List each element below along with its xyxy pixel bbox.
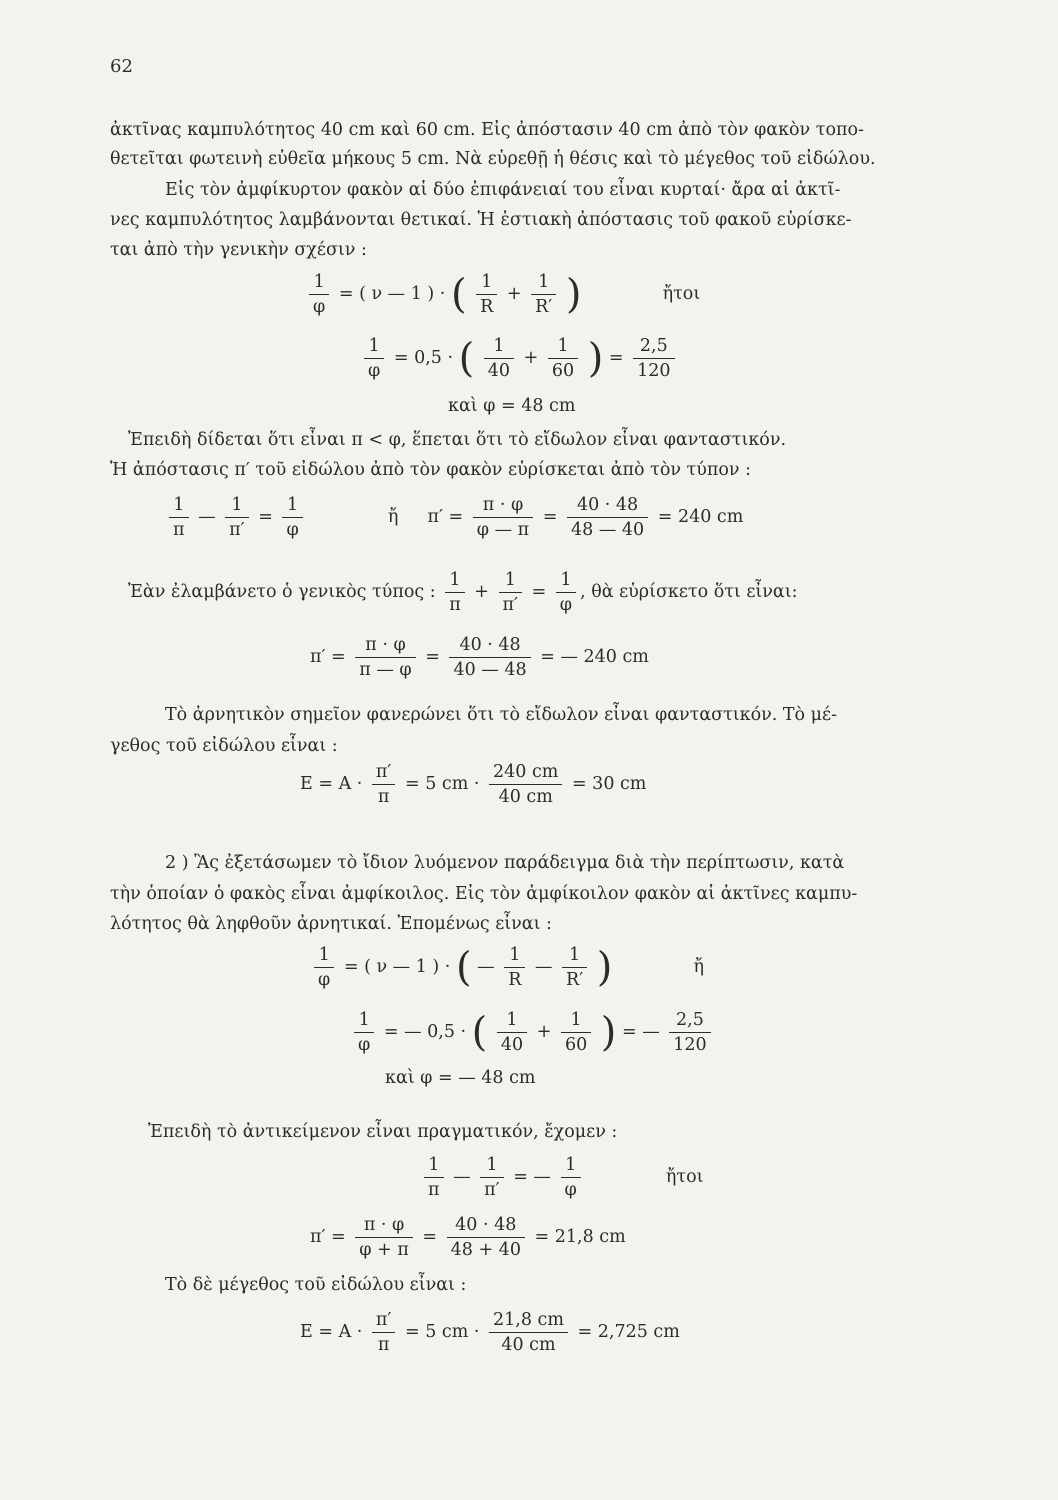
- text-line: λότητος θὰ ληφθοῦν ἀρνητικαί. Ἐπομένως εἶναι :: [110, 914, 552, 934]
- equation-image-size: E = A · $\frac{\pi'}{\pi}$ = 5 cm · $\frac{240 cm}{40 cm}$ = 30 cm: [300, 762, 647, 807]
- equation-general-form: Ἐὰν ἐλαμβάνετο ὁ γενικὸς τύπος : $\frac{1}{\pi}$ + $\frac{1}{\pi'}$ = $\frac{1}{\varphi}$ , θὰ εὑρίσκετο ὅτι εἶναι:: [128, 570, 798, 615]
- text-line: Τὸ δὲ μέγεθος τοῦ εἰδώλου εἶναι :: [165, 1275, 467, 1295]
- text-line: Ἡ ἀπόστασις π′ τοῦ εἰδώλου ἀπὸ τὸν φακὸν εὑρίσκεται ἀπὸ τὸν τύπον :: [110, 460, 752, 480]
- equation-image-distance-negative: π′ = $\frac{\pi \cdot \varphi}{\pi — \varphi}$ = $\frac{40 \cdot 48}{40 — 48}$ = — 240 cm: [310, 635, 649, 680]
- equation-image-size-concave: E = A · $\frac{\pi'}{\pi}$ = 5 cm · $\frac{21,8 cm}{40 cm}$ = 2,725 cm: [300, 1310, 680, 1355]
- text-line: ται ἀπὸ τὴν γενικὴν σχέσιν :: [110, 240, 367, 260]
- equation-focal-value-concave: $\frac{1}{\varphi}$ = — 0,5 · ( $\frac{1}{40}$ + $\frac{1}{60}$ ) = — $\frac{2,5}{120}$: [350, 1010, 715, 1055]
- equation-focal-value: $\frac{1}{\varphi}$ = 0,5 · ( $\frac{1}{40}$ + $\frac{1}{60}$ ) = $\frac{2,5}{120}$: [360, 336, 679, 381]
- text-line: Ἐπειδὴ δίδεται ὅτι εἶναι π < φ, ἕπεται ὅτι τὸ εἴδωλον εἶναι φανταστικόν.: [128, 430, 787, 450]
- equation-image-distance-concave-result: π′ = $\frac{\pi \cdot \varphi}{\varphi + \pi}$ = $\frac{40 \cdot 48}{48 + 40}$ = 21,8 cm: [310, 1215, 626, 1260]
- text-line: γεθος τοῦ εἰδώλου εἶναι :: [110, 736, 338, 756]
- text-line: θετεῖται φωτεινὴ εὐθεῖα μήκους 5 cm. Νὰ εὑρεθῇ ἡ θέσις καὶ τὸ μέγεθος τοῦ εἰδώλου.: [110, 149, 876, 169]
- equation-lens-maker-concave: $\frac{1}{\varphi}$ = ( ν — 1 ) · ( — $\frac{1}{R}$ — $\frac{1}{R'}$ ) ἤ: [310, 945, 704, 990]
- text-line: Εἰς τὸν ἀμφίκυρτον φακὸν αἱ δύο ἐπιφάνειαί του εἶναι κυρταί· ἄρα αἱ ἀκτῖ-: [165, 180, 841, 200]
- page-number: 62: [110, 56, 133, 77]
- equation-image-distance-concave: $\frac{1}{\pi}$ — $\frac{1}{\pi'}$ = — $\frac{1}{\varphi}$ ἤτοι: [420, 1155, 704, 1200]
- equation-image-distance: $\frac{1}{\pi}$ — $\frac{1}{\pi'}$ = $\frac{1}{\varphi}$ ἤ π′ = $\frac{\pi \cdot \varphi}{\varphi — \pi}$ = $\frac{40 \cdot 48}{48 — 40}$ = 240 cm: [165, 495, 743, 540]
- equation-lens-maker: $\frac{1}{\varphi}$ = ( ν — 1 ) · ( $\frac{1}{R}$ + $\frac{1}{R'}$ ) ἤτοι: [305, 272, 700, 317]
- equation-focal-result: καὶ φ = 48 cm: [448, 396, 576, 416]
- equation-focal-result-concave: καὶ φ = — 48 cm: [385, 1068, 536, 1088]
- text-line: Ἐπειδὴ τὸ ἀντικείμενον εἶναι πραγματικόν, ἔχομεν :: [148, 1122, 618, 1142]
- text-line: Τὸ ἀρνητικὸν σημεῖον φανερώνει ὅτι τὸ εἴδωλον εἶναι φανταστικόν. Τὸ μέ-: [165, 705, 837, 725]
- text-line: 2 ) Ἂς ἐξετάσωμεν τὸ ἴδιον λυόμενον παράδειγμα διὰ τὴν περίπτωσιν, κατὰ: [165, 853, 845, 873]
- text-line: νες καμπυλότητος λαμβάνονται θετικαί. Ἡ ἑστιακὴ ἀπόστασις τοῦ φακοῦ εὑρίσκε-: [110, 210, 852, 230]
- text-line: ἀκτῖνας καμπυλότητος 40 cm καὶ 60 cm. Εἰς ἀπόστασιν 40 cm ἀπὸ τὸν φακὸν τοπο-: [110, 120, 864, 140]
- text-line: τὴν ὁποίαν ὁ φακὸς εἶναι ἀμφίκοιλος. Εἰς τὸν ἀμφίκοιλον φακὸν αἱ ἀκτῖνες καμπυ-: [110, 884, 858, 904]
